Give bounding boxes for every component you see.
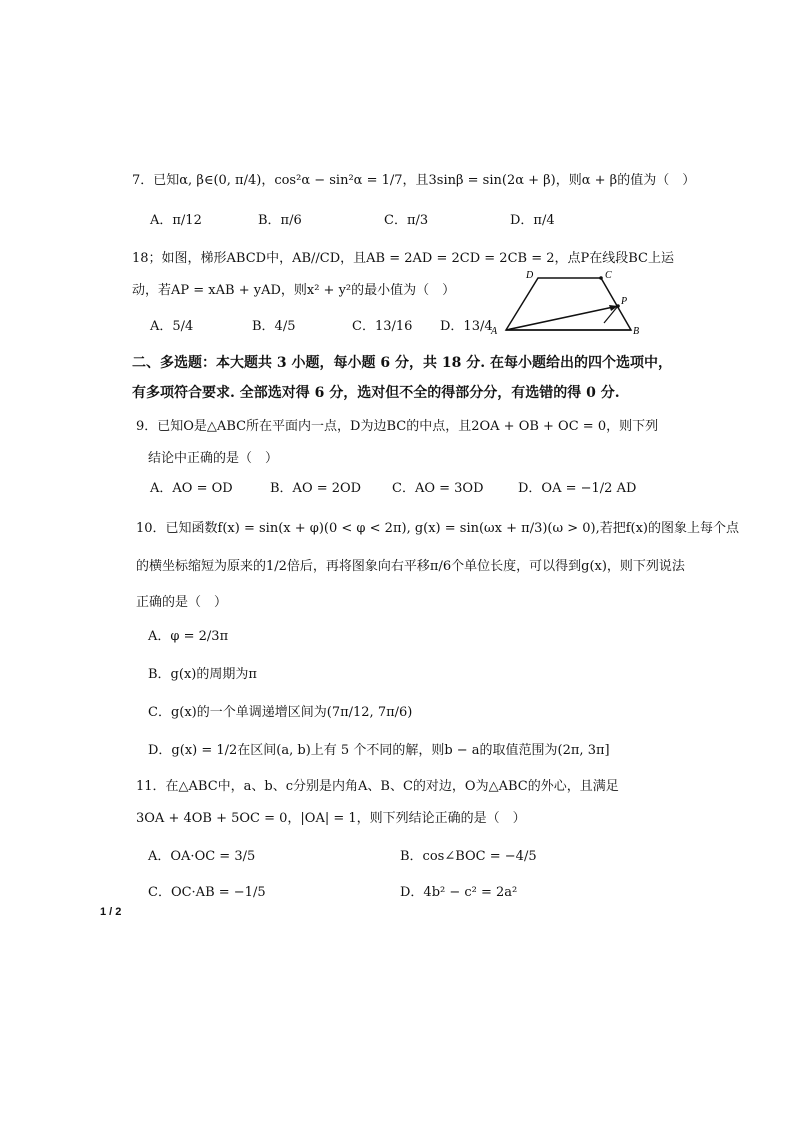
q11-stem-line1: 11．在△ABC中，a、b、c分别是内角A、B、C的对边，O为△ABC的外心，且满足 bbox=[136, 779, 619, 794]
q7-stem: 7．已知α, β∈(0, π/4)，cos²α − sin²α = 1/7，且3sinβ = sin(2α + β)，则α + β的值为（ ） bbox=[132, 173, 696, 188]
q9-option-c: C．AO = 3OD bbox=[392, 481, 484, 496]
q9-option-a: A．AO = OD bbox=[150, 481, 233, 496]
section2-heading-line2: 有多项符合要求. 全部选对得 6 分，选对但不全的得部分分，有选错的得 0 分. bbox=[132, 385, 620, 401]
q11-option-c: C．OC·AB = −1/5 bbox=[148, 885, 266, 900]
q8-option-a: A．5/4 bbox=[150, 319, 194, 334]
q10-option-b: B．g(x)的周期为π bbox=[148, 667, 257, 682]
q7-option-c: C．π/3 bbox=[384, 213, 429, 228]
q10-stem-line2: 的横坐标缩短为原来的1/2倍后，再将图象向右平移π/6个单位长度，可以得到g(x)，则下列说法 bbox=[136, 559, 685, 574]
q11-option-a: A．OA·OC = 3/5 bbox=[148, 849, 256, 864]
vector-ap bbox=[506, 306, 618, 330]
trapezoid-figure bbox=[488, 268, 648, 338]
q10-stem-line3: 正确的是（ ） bbox=[136, 595, 228, 610]
q8-stem-line2: 动，若AP = xAB + yAD，则x² + y²的最小值为（ ） bbox=[132, 283, 456, 298]
section2-heading-line1: 二、多选题：本大题共 3 小题，每小题 6 分，共 18 分. 在每小题给出的四个选项中， bbox=[132, 355, 672, 371]
q11-option-d: D．4b² − c² = 2a² bbox=[400, 885, 518, 900]
q8-option-b: B．4/5 bbox=[252, 319, 296, 334]
q8-option-c: C．13/16 bbox=[352, 319, 413, 334]
q9-stem-line1: 9．已知O是△ABC所在平面内一点，D为边BC的中点，且2OA + OB + OC = 0，则下列 bbox=[136, 419, 659, 434]
q11-option-b: B．cos∠BOC = −4/5 bbox=[400, 849, 537, 864]
label-a: A bbox=[491, 326, 498, 337]
label-p: P bbox=[621, 296, 628, 307]
q10-option-d: D．g(x) = 1/2在区间(a, b)上有 5 个不同的解，则b − a的取值范围为(2π, 3π] bbox=[148, 743, 610, 758]
q7-option-d: D．π/4 bbox=[510, 213, 555, 228]
q7-option-b: B．π/6 bbox=[258, 213, 302, 228]
label-c: C bbox=[605, 270, 612, 281]
q8-option-d: D．13/4 bbox=[440, 319, 493, 334]
q9-option-b: B．AO = 2OD bbox=[270, 481, 362, 496]
q8-stem-line1: 18；如图，梯形ABCD中，AB//CD，且AB = 2AD = 2CD = 2CB = 2，点P在线段BC上运 bbox=[132, 251, 674, 266]
q10-option-c: C．g(x)的一个单调递增区间为(7π/12, 7π/6) bbox=[148, 705, 413, 720]
label-d: D bbox=[526, 270, 534, 281]
point-p bbox=[616, 304, 620, 308]
q10-stem-line1: 10．已知函数f(x) = sin(x + φ)(0 < φ < 2π), g(x) = sin(ωx + π/3)(ω > 0),若把f(x)的图象上每个点 bbox=[136, 521, 740, 536]
q9-option-d: D．OA = −1/2 AD bbox=[518, 481, 637, 496]
q7-option-a: A．π/12 bbox=[150, 213, 202, 228]
q11-stem-line2: 3OA + 4OB + 5OC = 0，|OA| = 1，则下列结论正确的是（ ） bbox=[136, 811, 526, 826]
q10-option-a: A．φ = 2/3π bbox=[148, 629, 229, 644]
page-number: 1 / 2 bbox=[100, 906, 122, 918]
trapezoid-outline bbox=[506, 278, 631, 330]
q9-stem-line2: 结论中正确的是（ ） bbox=[148, 451, 279, 466]
label-b: B bbox=[633, 326, 640, 337]
point-c bbox=[599, 276, 603, 280]
